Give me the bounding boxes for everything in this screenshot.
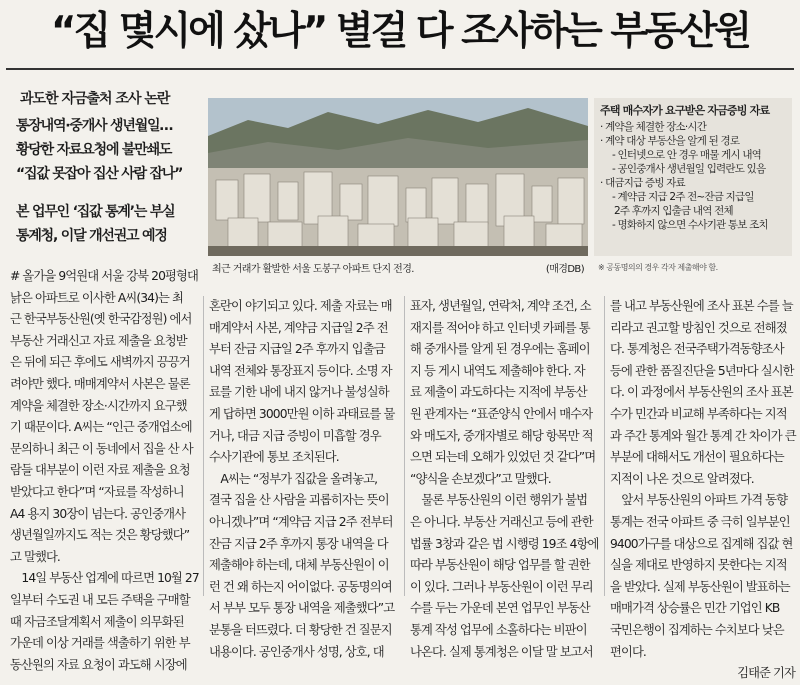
text-line: 앞서 부동산원의 아파트 가격 동향	[610, 493, 788, 508]
text-line: 해 중개사를 알게 된 경우에는 홈페이	[410, 342, 590, 357]
text-line: 재지를 적어야 하고 인터넷 카페를 통	[410, 320, 590, 335]
text-line: 근 한국부동산원(옛 한국감정원) 에서	[10, 312, 192, 327]
text-line: 기 때문이다. A씨는 “인근 중개업소에	[10, 420, 192, 435]
text-line: 으면 되는데 오해가 있었던 것 같다”며	[410, 450, 596, 465]
text-line: 게 답하면 3000만원 이하 과태료를 물	[209, 406, 395, 421]
text-line: 을 받았다. 실제 부동산원이 발표하는	[610, 579, 790, 594]
text-line: 잔금 지급 2주 후까지 통장 내역을 다	[209, 536, 388, 551]
text-line: 나온다. 실제 통계청은 이달 말 보고서	[410, 644, 593, 659]
text-line: 표자, 생년월일, 연락처, 계약 조건, 소	[410, 299, 591, 313]
article-column-1	[10, 266, 200, 676]
text-line: 매계약서 사본, 계약금 지급일 2주 전	[209, 320, 388, 335]
subhead-line: 통계청, 이달 개선권고 예정	[16, 228, 167, 244]
text-line: 결국 집을 산 사람을 괴롭히자는 뜻이	[209, 493, 389, 508]
text-line: 법률 3창과 같은 법 시행령 19조 4항에	[410, 536, 599, 551]
text-line: 고 말했다.	[10, 549, 60, 564]
text-line: 생년월일까지도 적는 것은 황당했다”	[10, 528, 190, 543]
sidebar-item: · 계약을 체결한 장소·시간	[600, 121, 707, 133]
article-column-3	[410, 296, 600, 663]
text-line: 수를 두는 가운데 본연 업무인 부동산	[410, 601, 590, 616]
sidebar-title: 주택 매수자가 요구받은 자금증빙 자료	[600, 104, 770, 117]
text-line: 실을 제대로 반영하지 못한다는 지적	[610, 558, 787, 573]
sidebar-box	[594, 98, 792, 256]
subheads	[8, 88, 200, 248]
sidebar-note: ※ 공동명의의 경우 각자 제출해야 함.	[598, 263, 718, 272]
text-line: 부분에 대해서도 개선이 필요하다는	[610, 450, 784, 465]
byline: 김태준 기자	[737, 666, 795, 681]
text-line: 따라 부동산원이 해당 업무를 할 권한	[410, 558, 590, 573]
text-line: 가운데 이상 거래를 색출하기 위한 부	[10, 636, 190, 651]
text-line: 은 아니다. 부동산 거래신고 등에 관한	[410, 514, 593, 529]
text-line: 런 건 왜 하는지 어이없다. 공동명의여	[209, 579, 392, 594]
text-line: 낡은 아파트로 이사한 A씨(34)는 최	[10, 290, 183, 305]
text-line: 등에 관한 품질진단을 5년마다 실시한	[610, 363, 794, 378]
text-line: 거나, 대금 지급 증빙이 미흡할 경우	[209, 428, 381, 443]
text-line: 9400가구를 대상으로 집계해 집값 현	[610, 536, 793, 551]
text-line: 혼란이 야기되고 있다. 제출 자료는 매	[209, 299, 392, 313]
column-divider	[604, 296, 605, 596]
text-line: 통계는 전국 아파트 중 극히 일부분인	[610, 514, 790, 529]
text-line: 와 매도자, 중개자별로 해당 항목만 적	[410, 428, 593, 443]
text-line: 때 자금조달계획서 제출이 의무화된	[10, 614, 184, 629]
apartment-photo	[208, 98, 588, 256]
sidebar-item: - 공인중개사 생년월일 입력란도 있음	[612, 163, 766, 175]
text-line: A4 용지 30장이 넘는다. 공인중개사	[10, 506, 186, 521]
subhead-line: 통장내역·중개사 생년월일…	[16, 118, 173, 134]
text-line: 다. 이 과정에서 부동산원의 조사 표본	[610, 385, 793, 400]
photo-credit: (매경DB)	[545, 264, 584, 275]
text-line: 국민은행이 집계하는 수치보다 낮은	[610, 622, 784, 637]
text-line: # 올가을 9억원대 서울 강북 20평형대	[10, 269, 198, 283]
text-line: 리라고 권고할 방침인 것으로 전해졌	[610, 320, 787, 335]
text-line: 려야만 했다. 매매계약서 사본은 물론	[10, 376, 190, 391]
subhead-kicker: 과도한 자금출처 조사 논란	[20, 91, 170, 107]
text-line: 수가 민간과 비교해 부족하다는 지적	[610, 406, 787, 421]
column-divider	[203, 296, 204, 596]
subhead-line: “집값 못잡아 집산 사람 잡나”	[16, 166, 183, 182]
text-line: 료 제출이 과도하다는 지적에 부동산	[410, 385, 587, 400]
subhead-line: 본 업무인 ‘집값 통계’는 부실	[16, 204, 175, 220]
text-line: 과 주간 통계와 월간 통계 간 차이가 큰	[610, 428, 796, 443]
text-line: 내용이다. 공인중개사 성명, 상호, 대	[209, 644, 384, 659]
text-line: 를 내고 부동산원에 조사 표본 수를 늘	[610, 299, 793, 313]
text-line: 계약을 체결한 장소·시간까지 요구했	[10, 398, 187, 413]
text-line: 매매가격 상승률은 민간 기업인 KB	[610, 601, 780, 616]
text-line: 다. 통계청은 전국주택가격동향조사	[610, 342, 784, 357]
text-line: 제출해야 하는데, 대체 부동산원이 이	[209, 558, 389, 573]
headline-rule	[6, 68, 794, 70]
text-line: 부터 잔금 지급일 2주 후까지 입출금	[209, 342, 385, 357]
text-line: 수사기관에 통보 조치된다.	[209, 450, 339, 465]
text-line: “양식을 손보겠다”고 말했다.	[410, 471, 551, 486]
sidebar-item: - 계약금 지급 2주 전~잔금 지급일	[612, 191, 754, 203]
text-line: 서 부부 모두 통장 내역을 제출했다”고	[209, 601, 395, 616]
text-line: 료를 기한 내에 내지 않거나 불성실하	[209, 385, 389, 400]
text-line: 람들 대부분이 이런 자료 제출을 요청	[10, 463, 190, 478]
text-line: 통계 작성 업무에 소홀하다는 비판이	[410, 622, 587, 637]
text-line: 원 관계자는 “표준양식 안에서 매수자	[410, 406, 593, 421]
text-line: 은 뒤에 되근 후에도 새벽까지 끙끙거	[10, 355, 190, 370]
text-line: 내역 전체와 통장표지 등이다. 소명 자	[209, 363, 392, 378]
text-line: 문의하니 최근 이 동네에서 집을 산 사	[10, 441, 193, 456]
sidebar-item: - 명화하지 않으면 수사기관 통보 조치	[612, 219, 768, 231]
sidebar-item: - 인터넷으로 안 경우 매물 게시 내역	[612, 149, 762, 161]
text-line: A씨는 “정부가 집값을 올려놓고,	[209, 471, 378, 486]
photo-caption	[212, 260, 588, 276]
text-line: 부동산 거래신고 자료 제출을 요청받	[10, 333, 187, 348]
article-column-4	[610, 296, 795, 685]
text-line: 아니겠나”며 “계약금 지급 2주 전부터	[209, 514, 393, 529]
text-line: 동산원의 자료 요청이 과도해 시장에	[10, 657, 187, 672]
text-line: 물론 부동산원의 이런 행위가 불법	[410, 493, 588, 508]
text-line: 편이다.	[610, 644, 646, 659]
sidebar-item: · 계약 대상 부동산을 알게 된 경로	[600, 135, 740, 147]
text-line: 이 있다. 그러나 부동산원이 이런 무리	[410, 579, 593, 594]
headline: “집 몇시에 샀나” 별걸 다 조사하는 부동산원	[50, 9, 750, 54]
text-line: 일부터 수도권 내 모든 주택을 구매할	[10, 592, 190, 607]
sidebar-item: · 대금지급 증빙 자료	[600, 177, 685, 189]
text-line: 지 등 게시 내역도 제출해야 한다. 자	[410, 363, 585, 378]
column-divider	[404, 296, 405, 596]
article-column-2	[209, 296, 401, 663]
text-line: 분통을 터뜨렸다. 더 황당한 건 질문지	[209, 622, 392, 637]
subhead-line: 황당한 자료요청에 불만쇄도	[16, 142, 172, 158]
text-line: 받았다고 한다”며 “자료를 작성하니	[10, 484, 184, 499]
sidebar-item: 2주 후까지 입출금 내역 전체	[614, 205, 733, 217]
photo-caption-text: 최근 거래가 활발한 서울 도봉구 아파트 단지 전경.	[212, 264, 414, 275]
text-line: 14일 부동산 업계에 따르면 10월 27	[10, 571, 199, 586]
text-line: 지적이 나온 것으로 알려졌다.	[610, 471, 754, 486]
